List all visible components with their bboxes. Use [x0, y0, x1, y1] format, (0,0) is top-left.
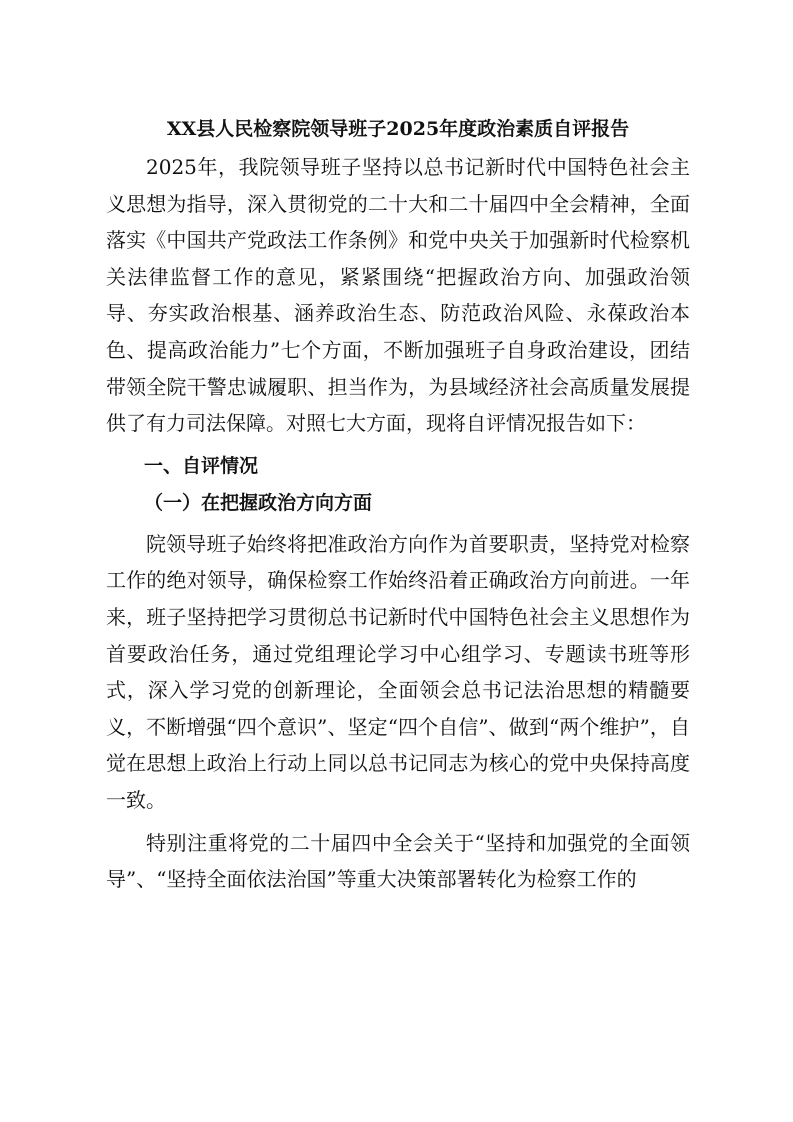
section-heading: 一、自评情况	[144, 454, 259, 477]
intro-paragraph: 2025年，我院领导班子坚持以总书记新时代中国特色社会主义思想为指导，深入贯彻党的二十大和二十届四中全会精神，全面落实《中国共产党政法工作条例》和党中央关于加强新时代检察机关法律监督工作的意见，紧紧围绕“把握政治方向、加强政治领导、夯实政治根基、涵养政治生态、防范政治风险、永葆政治本色、提高政治能力”七个方面，不断加强班子自身政治建设，团结带领全院干警忠诚履职、担当作为，为县域经济社会高质量发展提供了有力司法保障。对照七大方面，现将自评情况报告如下：	[106, 155, 690, 436]
body-paragraph: 特别注重将党的二十届四中全会关于“坚持和加强党的全面领导”、“坚持全面依法治国”等重大决策部署转化为检察工作的	[106, 830, 690, 892]
document-body	[106, 113, 690, 898]
document-title: XX县人民检察院领导班子2025年度政治素质自评报告	[166, 118, 630, 140]
subsection-heading: （一）在把握政治方向方面	[144, 491, 373, 514]
body-paragraph: 院领导班子始终将把准政治方向作为首要职责，坚持党对检察工作的绝对领导，确保检察工作始终沿着正确政治方向前进。一年来，班子坚持把学习贯彻总书记新时代中国特色社会主义思想作为首要政治任务，通过党组理论学习中心组学习、专题读书班等形式，深入学习党的创新理论，全面领会总书记法治思想的精髓要义，不断增强“四个意识”、坚定“四个自信”、做到“两个维护”，自觉在思想上政治上行动上同以总书记同志为核心的党中央保持高度一致。	[106, 531, 690, 812]
